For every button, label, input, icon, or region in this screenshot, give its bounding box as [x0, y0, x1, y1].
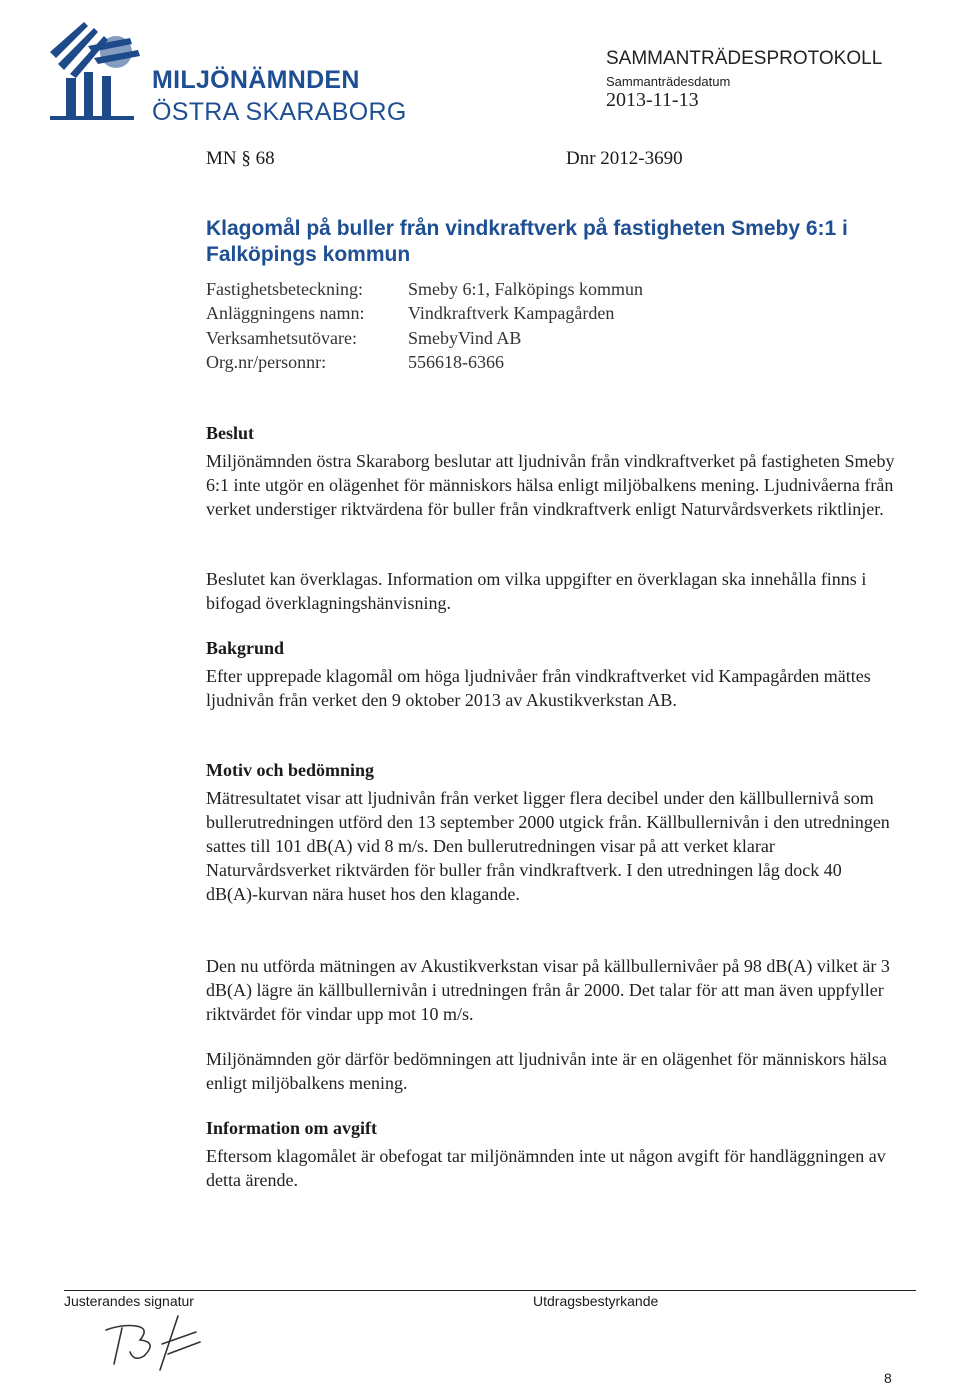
- meeting-date-label: Sammanträdesdatum: [606, 74, 731, 89]
- handwritten-signature: [100, 1312, 230, 1372]
- property-value: SmebyVind AB: [408, 328, 522, 348]
- municipality-logo-tree-icon: [44, 18, 144, 124]
- organization-name-line1: MILJÖNÄMNDEN: [152, 66, 360, 94]
- page-number: 8: [884, 1370, 892, 1386]
- section-heading-bakgrund: Bakgrund: [206, 638, 285, 658]
- paragraph-number: MN § 68: [206, 148, 275, 169]
- section-heading-avgift: Information om avgift: [206, 1118, 377, 1138]
- organization-name-line2: ÖSTRA SKARABORG: [152, 98, 407, 126]
- property-label: Anläggningens namn:: [206, 303, 365, 323]
- protocol-title: SAMMANTRÄDESPROTOKOLL: [606, 48, 883, 69]
- beslut-paragraph-1: Miljönämnden östra Skaraborg beslutar att ljudnivån från vindkraftverket på fastigheten Smeby 6:1 inte utgör en olägenhet för människors hälsa enligt miljöbalkens mening. Ljudnivåerna från verket understiger riktvärdena för buller från vindkraftverk enligt Naturvårdsverkets riktlinjer.: [206, 451, 895, 519]
- case-title: Klagomål på buller från vindkraftverk på fastigheten Smeby 6:1 i Falköpings kommun: [206, 217, 848, 266]
- motiv-paragraph-3: Miljönämnden gör därför bedömningen att ljudnivån inte är en olägenhet för människors hälsa enligt miljöbalkens mening.: [206, 1049, 887, 1093]
- case-registration-number: Dnr 2012-3690: [566, 148, 683, 169]
- motiv-paragraph-1: Mätresultatet visar att ljudnivån från verket ligger flera decibel under den källbullernivå som bullerutredningen utförd den 13 september 2000 utgick från. Källbullernivån i den utredningen sattes till 101 dB(A) vid 8 m/s. Den bullerutredningen visar på att verket klarar Naturvårdsverket riktvärden för buller från vindkraftverk. I den utredningen låg dock 40 dB(A)-kurvan nära huset hos den klagande.: [206, 788, 890, 904]
- property-value: 556618-6366: [408, 352, 504, 372]
- signature-label: Justerandes signatur: [64, 1293, 194, 1309]
- property-label: Org.nr/personnr:: [206, 352, 327, 372]
- property-label: Verksamhetsutövare:: [206, 328, 357, 348]
- motiv-paragraph-2: Den nu utförda mätningen av Akustikverkstan visar på källbullernivåer på 98 dB(A) vilket är 3 dB(A) lägre än källbullernivån i utredningen från år 2000. Det talar för att man även uppfyller riktvärdet för vindar upp mot 10 m/s.: [206, 956, 890, 1024]
- section-heading-motiv: Motiv och bedömning: [206, 760, 375, 780]
- footer-divider: [64, 1290, 916, 1291]
- avgift-paragraph: Eftersom klagomålet är obefogat tar miljönämnden inte ut någon avgift för handläggningen av detta ärende.: [206, 1146, 886, 1190]
- property-value: Vindkraftverk Kampagården: [408, 303, 615, 323]
- property-value: Smeby 6:1, Falköpings kommun: [408, 279, 644, 299]
- extract-certification-label: Utdragsbestyrkande: [533, 1293, 659, 1309]
- property-label: Fastighetsbeteckning:: [206, 279, 363, 299]
- bakgrund-paragraph: Efter upprepade klagomål om höga ljudnivåer från vindkraftverket vid Kampagården mättes ljudnivån från verket den 9 oktober 2013 av Akustikverkstan AB.: [206, 666, 871, 710]
- section-heading-beslut: Beslut: [206, 423, 255, 443]
- meeting-date-value: 2013-11-13: [606, 89, 699, 111]
- beslut-paragraph-2: Beslutet kan överklagas. Information om vilka uppgifter en överklagan ska innehålla finns i bifogad överklagningshänvisning.: [206, 569, 867, 613]
